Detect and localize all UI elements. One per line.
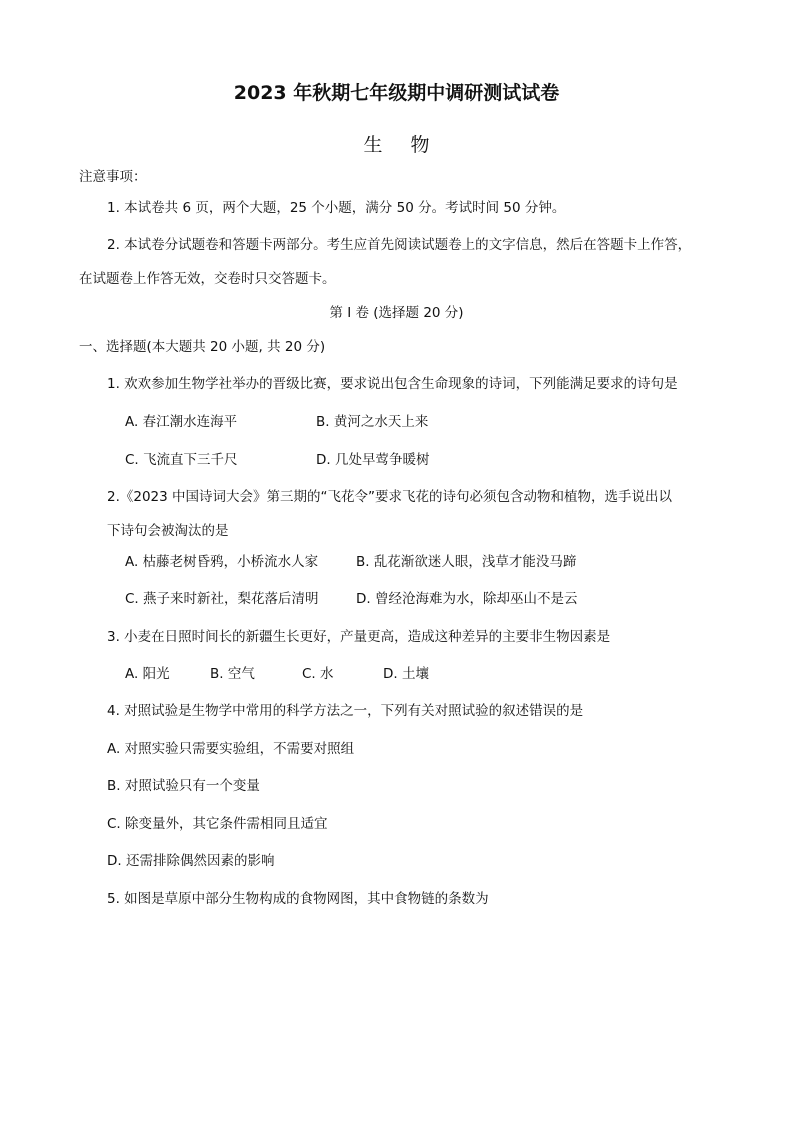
- question-1-stem: 1. 欢欢参加生物学社举办的晋级比赛，要求说出包含生命现象的诗词，下列能满足要求的诗句是: [107, 376, 678, 392]
- section-title-choice: 一、选择题(本大题共 20 小题, 共 20 分): [79, 339, 326, 355]
- question-3-option-b: B. 空气: [210, 666, 255, 682]
- question-2-option-d: D. 曾经沧海难为水，除却巫山不是云: [356, 591, 578, 607]
- subject-title: 生物: [363, 134, 458, 156]
- part-1-heading: 第 I 卷 (选择题 20 分): [329, 305, 464, 321]
- question-4-option-c: C. 除变量外，其它条件需相同且适宜: [107, 816, 328, 832]
- exam-title: 2023 年秋期七年级期中调研测试试卷: [233, 82, 560, 104]
- question-4-stem: 4. 对照试验是生物学中常用的科学方法之一，下列有关对照试验的叙述错误的是: [107, 703, 584, 719]
- question-3-option-c: C. 水: [302, 666, 334, 682]
- question-4-option-b: B. 对照试验只有一个变量: [107, 778, 260, 794]
- notes-item-1: 1. 本试卷共 6 页，两个大题，25 个小题，满分 50 分。考试时间 50 分钟。: [107, 200, 566, 216]
- question-4-option-d: D. 还需排除偶然因素的影响: [107, 853, 275, 869]
- question-3-stem: 3. 小麦在日照时间长的新疆生长更好，产量更高，造成这种差异的主要非生物因素是: [107, 629, 611, 645]
- question-2-option-c: C. 燕子来时新社，梨花落后清明: [125, 591, 319, 607]
- question-3-option-a: A. 阳光: [125, 666, 170, 682]
- question-3-option-d: D. 土壤: [383, 666, 429, 682]
- question-1-option-b: B. 黄河之水天上来: [316, 414, 429, 430]
- question-2-stem-line-2: 下诗句会被淘汰的是: [107, 523, 229, 539]
- question-4-option-a: A. 对照实验只需要实验组，不需要对照组: [107, 741, 355, 757]
- notes-item-2-line-1: 2. 本试卷分试题卷和答题卡两部分。考生应首先阅读试题卷上的文字信息，然后在答题卡上作答，: [107, 237, 692, 253]
- notes-item-2-line-2: 在试题卷上作答无效，交卷时只交答题卡。: [79, 271, 336, 287]
- question-1-option-a: A. 春江潮水连海平: [125, 414, 238, 430]
- question-2-option-a: A. 枯藤老树昏鸦，小桥流水人家: [125, 554, 319, 570]
- question-1-option-c: C. 飞流直下三千尺: [125, 452, 238, 468]
- question-1-option-d: D. 几处早莺争暖树: [316, 452, 430, 468]
- question-2-option-b: B. 乱花渐欲迷人眼，浅草才能没马蹄: [356, 554, 577, 570]
- notes-heading: 注意事项：: [79, 169, 147, 185]
- question-5-stem: 5. 如图是草原中部分生物构成的食物网图，其中食物链的条数为: [107, 891, 489, 907]
- question-2-stem-line-1: 2.《2023 中国诗词大会》第三期的“飞花令”要求飞花的诗句必须包含动物和植物，选手说出以: [107, 489, 673, 505]
